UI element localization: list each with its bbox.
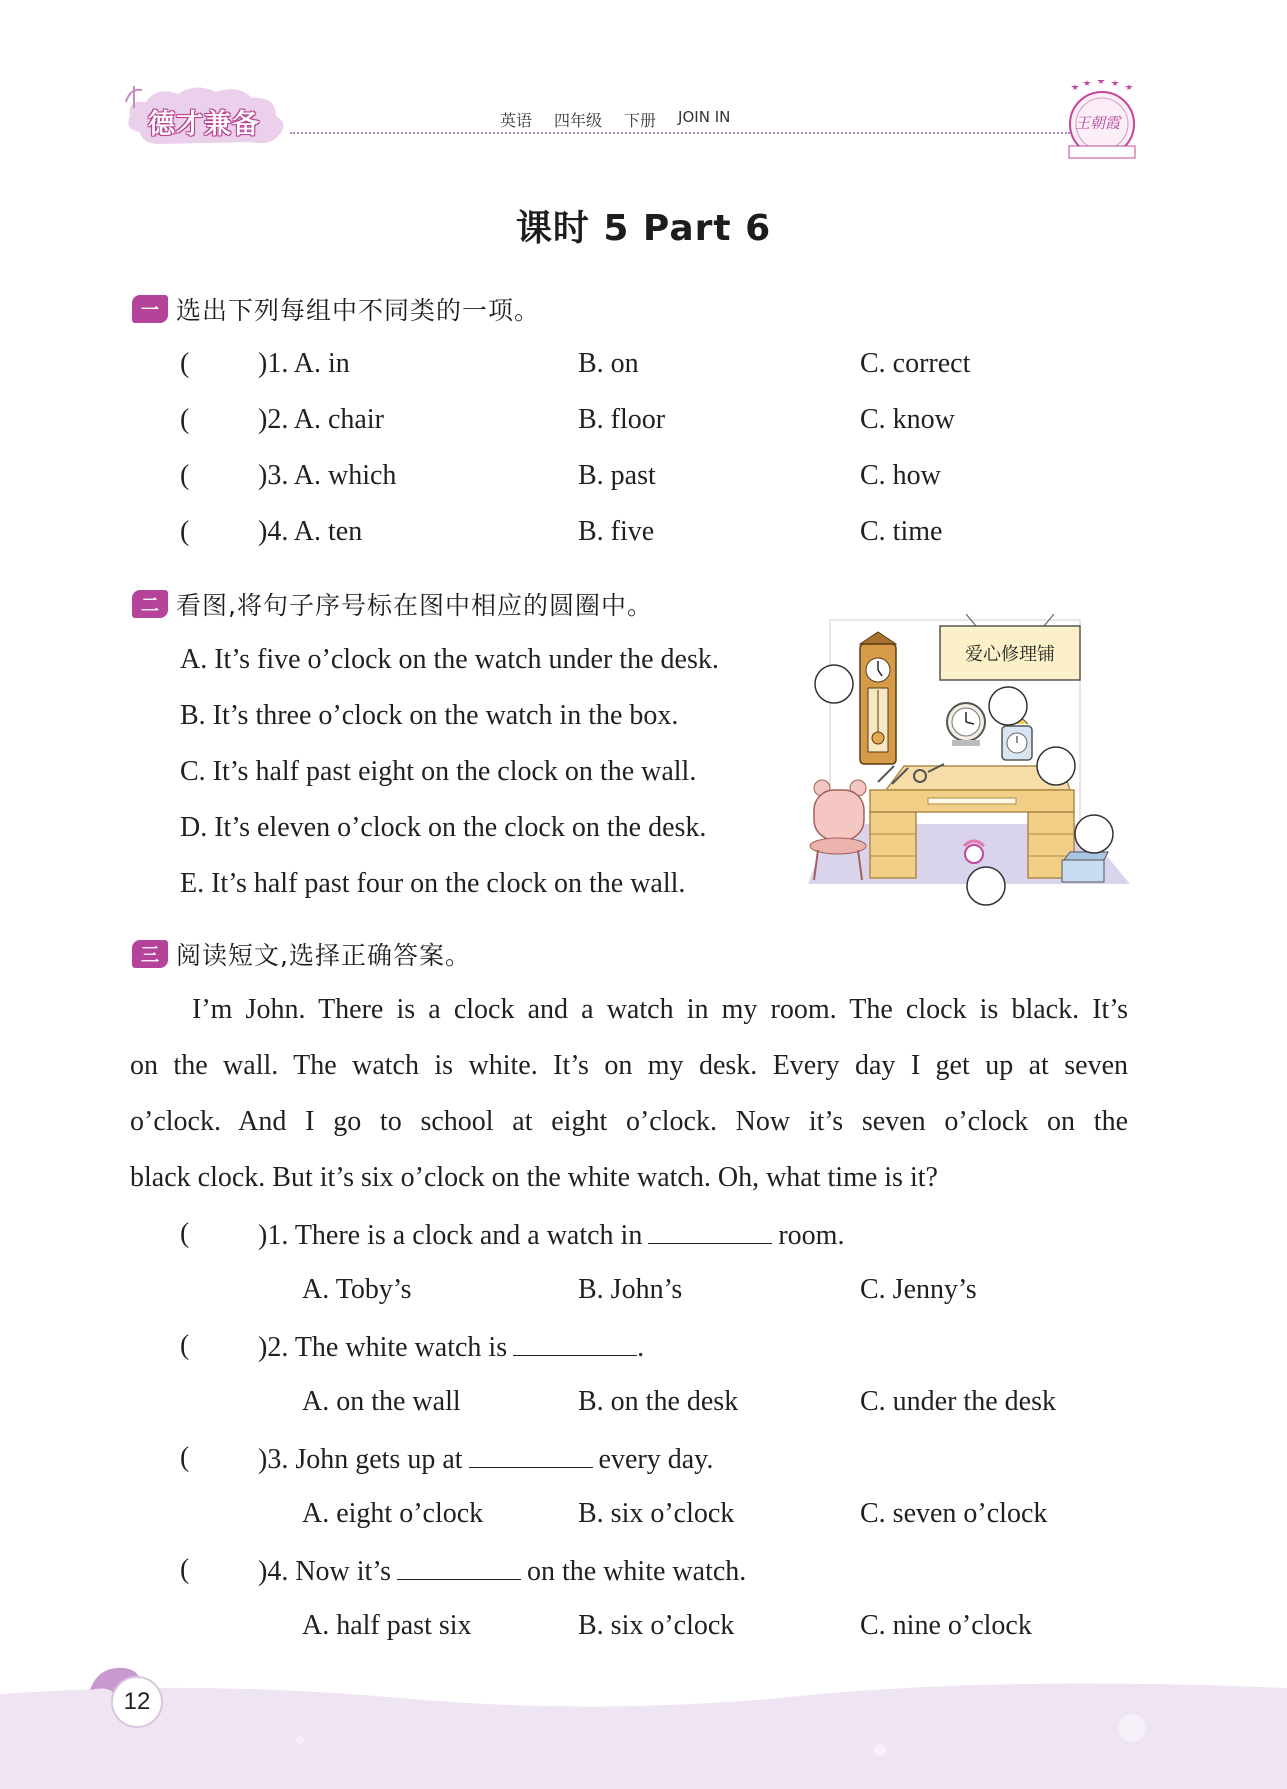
- question-text: )3. A. which: [258, 460, 397, 491]
- header-meta: [500, 108, 730, 131]
- answer-paren[interactable]: (: [180, 348, 190, 379]
- passage-line: o’clock. And I go to school at eight o’clock. Now it’s seven o’clock on the: [130, 1106, 1128, 1137]
- section-1-heading: [132, 293, 540, 325]
- question-text: )2. A. chair: [258, 404, 384, 435]
- question-text: )4. A. ten: [258, 516, 363, 547]
- answer-blank[interactable]: [469, 1442, 593, 1468]
- repair-shop-illustration: [808, 614, 1140, 906]
- question-text-end: every day.: [598, 1444, 714, 1475]
- option-b: B. on the desk: [578, 1386, 739, 1417]
- answer-circle-box[interactable]: [1075, 815, 1113, 853]
- section-1-number: 一: [132, 295, 168, 323]
- passage-line: I’m John. There is a clock and a watch in my room. The clock is black. It’s: [192, 994, 1128, 1025]
- option-c: C. time: [860, 516, 943, 547]
- question-3: [258, 1442, 713, 1476]
- option-c: C. under the desk: [860, 1386, 1056, 1417]
- option-c: C. Jenny’s: [860, 1274, 977, 1305]
- section-1-instruction: 选出下列每组中不同类的一项。: [176, 296, 541, 325]
- answer-paren[interactable]: (: [180, 1218, 190, 1249]
- section-3-instruction: 阅读短文,选择正确答案。: [176, 941, 471, 970]
- answer-blank[interactable]: [513, 1330, 637, 1356]
- answer-blank[interactable]: [397, 1554, 521, 1580]
- reading-passage: [130, 982, 1128, 1206]
- option-a: A. Toby’s: [302, 1274, 412, 1305]
- answer-paren[interactable]: (: [180, 460, 190, 491]
- option-b: B. five: [578, 516, 655, 547]
- logo-text: 德才兼备: [148, 109, 260, 140]
- option-c: C. know: [860, 404, 955, 435]
- answer-paren[interactable]: (: [180, 516, 190, 547]
- passage-line: on the wall. The watch is white. It’s on my desk. Every day I get up at seven: [130, 1050, 1128, 1081]
- option-c: C. correct: [860, 348, 971, 379]
- question-1: [258, 1218, 844, 1252]
- answer-circle-alarm-clock[interactable]: [1037, 747, 1075, 785]
- badge-text: 王朝霞: [1075, 114, 1121, 132]
- option-a: A. half past six: [302, 1610, 472, 1641]
- question-2: [258, 1330, 644, 1364]
- question-text: )1. A. in: [258, 348, 350, 379]
- option-c: C. seven o’clock: [860, 1498, 1048, 1529]
- section-2-instruction: 看图,将句子序号标在图中相应的圆圈中。: [176, 591, 653, 620]
- option-c: C. how: [860, 460, 941, 491]
- box-icon: [1062, 852, 1108, 882]
- question-text: )3. John gets up at: [258, 1444, 463, 1475]
- edition-label: JOIN IN: [678, 108, 731, 126]
- answer-paren[interactable]: (: [180, 404, 190, 435]
- header-divider: [290, 132, 1070, 134]
- sentence-e: E. It’s half past four on the clock on the wall.: [180, 868, 686, 899]
- question-text: )2. The white watch is: [258, 1332, 508, 1363]
- option-b: B. John’s: [578, 1274, 683, 1305]
- page-title: 课时 5 Part 6: [515, 208, 772, 249]
- section-3-number: 三: [132, 940, 168, 968]
- footer-wave: [0, 1680, 1287, 1789]
- answer-blank[interactable]: [648, 1218, 772, 1244]
- answer-circle-watch[interactable]: [967, 867, 1005, 905]
- option-c: C. nine o’clock: [860, 1610, 1032, 1641]
- question-text-end: .: [637, 1332, 645, 1363]
- subject-label: 英语: [500, 111, 533, 130]
- sentence-c: C. It’s half past eight on the clock on the wall.: [180, 756, 697, 787]
- answer-circle-wall-clock[interactable]: [815, 665, 853, 703]
- question-text: )4. Now it’s: [258, 1556, 391, 1587]
- answer-paren[interactable]: (: [180, 1330, 190, 1361]
- question-4: [258, 1554, 746, 1588]
- option-a: A. eight o’clock: [302, 1498, 484, 1529]
- grade-label: 四年级: [554, 111, 603, 130]
- question-text-end: room.: [778, 1220, 845, 1251]
- page-header: [0, 0, 1287, 170]
- sentence-a: A. It’s five o’clock on the watch under the desk.: [180, 644, 719, 675]
- option-b: B. floor: [578, 404, 666, 435]
- section-2-heading: [132, 588, 653, 620]
- pendulum-clock-icon: [860, 632, 896, 764]
- option-b: B. six o’clock: [578, 1498, 735, 1529]
- volume-label: 下册: [624, 111, 657, 130]
- answer-circle-desk-clock[interactable]: [989, 687, 1027, 725]
- question-text-end: on the white watch.: [527, 1556, 747, 1587]
- option-b: B. on: [578, 348, 639, 379]
- option-a: A. on the wall: [302, 1386, 461, 1417]
- answer-paren[interactable]: (: [180, 1442, 190, 1473]
- option-b: B. six o’clock: [578, 1610, 735, 1641]
- answer-paren[interactable]: (: [180, 1554, 190, 1585]
- page-number: 12: [111, 1676, 163, 1728]
- sentence-d: D. It’s eleven o’clock on the clock on the desk.: [180, 812, 707, 843]
- section-3-heading: [132, 938, 471, 970]
- watch-icon: [964, 841, 984, 863]
- sentence-b: B. It’s three o’clock on the watch in the box.: [180, 700, 679, 731]
- question-text: )1. There is a clock and a watch in: [258, 1220, 643, 1251]
- passage-line: black clock. But it’s six o’clock on the white watch. Oh, what time is it?: [130, 1162, 938, 1193]
- section-2-number: 二: [132, 590, 168, 618]
- sign-text: 爱心修理铺: [965, 644, 1055, 665]
- option-b: B. past: [578, 460, 656, 491]
